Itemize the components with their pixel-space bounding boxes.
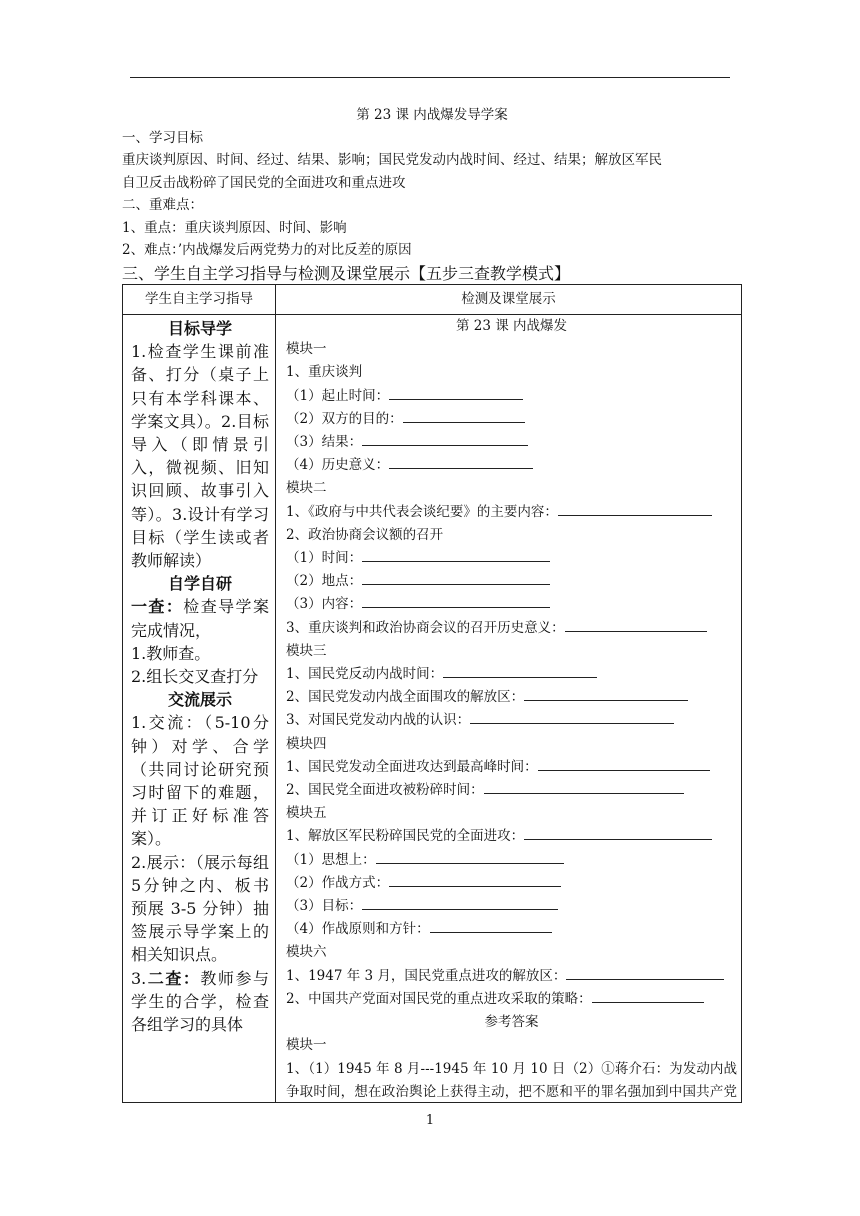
- question-text: （2）地点：: [286, 573, 363, 590]
- lesson-subtitle: 第 23 课 内战爆发: [455, 318, 568, 334]
- answer-blank[interactable]: [566, 965, 724, 980]
- lesson-table: [122, 284, 742, 1103]
- question-line: [286, 431, 737, 454]
- question-text: （4）历史意义：: [286, 457, 390, 474]
- question-line: [286, 965, 737, 988]
- guide-paragraph: 1.交流：（5-10分钟）对学、合学（共同讨论研究预习时留下的难题，并订正好标准答案）。: [131, 713, 269, 849]
- answer-blank[interactable]: [389, 385, 523, 400]
- question-text: （3）结果：: [286, 434, 363, 451]
- section-1-line: 自卫反击战粉碎了国民党的全面进攻和重点进攻: [122, 174, 406, 191]
- answer-blank[interactable]: [430, 918, 552, 933]
- question-text: 1、国民党发动全面进攻达到最高峰时间：: [286, 758, 538, 775]
- guide-num: 3.: [131, 968, 147, 988]
- answer-blank[interactable]: [362, 593, 550, 608]
- question-text: （4）作战原则和方针：: [286, 921, 430, 938]
- question-text: 3、重庆谈判和政治协商会议的召开历史意义：: [286, 619, 565, 636]
- question-text: （2）作战方式：: [286, 874, 390, 891]
- table-body-row: [123, 315, 742, 1103]
- guide-check-label: 二查：: [146, 968, 201, 988]
- question-text: 2、国民党全面进攻被粉碎时间：: [286, 782, 484, 799]
- question-line: 2、政治协商会议额的召开: [286, 526, 444, 543]
- guide-check-text: 教师参与学生的合学，检查各组学习的具体: [131, 968, 269, 1035]
- answer-blank[interactable]: [484, 779, 684, 794]
- page-title: 第 23 课 内战爆发导学案: [356, 107, 508, 123]
- guide-heading: 交流展示: [167, 690, 232, 710]
- answer-blank[interactable]: [376, 849, 564, 864]
- question-text: 1、解放区军民粉碎国民党的全面进攻：: [286, 828, 525, 845]
- answer-blank[interactable]: [389, 454, 533, 469]
- question-line: 1、重庆谈判: [286, 364, 363, 381]
- question-text: 1、《政府与中共代表会谈纪要》的主要内容：: [286, 503, 558, 520]
- guide-paragraph: 1.教师查。: [131, 643, 211, 663]
- question-line: [286, 918, 737, 941]
- question-line: [286, 454, 737, 477]
- guide-paragraph: 2.组长交叉查打分: [131, 667, 259, 687]
- module-heading: 模块一: [286, 341, 327, 358]
- answer-blank[interactable]: [524, 686, 688, 701]
- question-line: [286, 385, 737, 408]
- answer-blank[interactable]: [362, 570, 550, 585]
- guide-heading: 自学自研: [167, 574, 232, 594]
- answer-blank[interactable]: [362, 895, 558, 910]
- guide-heading: 目标导学: [167, 319, 232, 338]
- document-body: [122, 104, 742, 286]
- question-text: （3）目标：: [286, 898, 363, 915]
- answer-blank[interactable]: [558, 501, 712, 516]
- section-3-heading: 三、学生自主学习指导与检测及课堂展示【五步三查教学模式】: [122, 263, 571, 283]
- guide-paragraph: 2.展示：（展示每组5分钟之内、板书预展 3-5 分钟）抽签展示导学案上的相关知识点。: [131, 852, 269, 965]
- answer-blank[interactable]: [592, 988, 704, 1003]
- module-heading: 模块四: [286, 735, 327, 752]
- module-heading: 模块五: [286, 805, 327, 822]
- question-line: [286, 663, 737, 686]
- right-column-cell: [276, 315, 742, 1103]
- section-2-line: 1、重点：重庆谈判原因、时间、影响: [122, 219, 347, 236]
- question-text: （1）时间：: [286, 550, 363, 567]
- answer-blank[interactable]: [524, 825, 712, 840]
- question-line: [286, 988, 737, 1011]
- question-line: [286, 895, 737, 918]
- question-line: [286, 547, 737, 570]
- guide-paragraph: [131, 595, 269, 641]
- exercise-area: [276, 315, 741, 1102]
- guide-paragraph: [131, 967, 269, 1037]
- section-2-heading: 二、重难点：: [122, 197, 203, 213]
- question-line: [286, 872, 737, 895]
- guide-check-label: 一查：: [131, 597, 184, 617]
- table-header-row: [123, 285, 742, 315]
- answer-blank[interactable]: [389, 872, 561, 887]
- question-text: 2、国民党发动内战全面围攻的解放区：: [286, 689, 525, 706]
- section-1-heading: 一、学习目标: [122, 129, 203, 146]
- question-text: （1）起止时间：: [286, 387, 390, 404]
- module-heading: 模块一: [286, 1037, 327, 1054]
- header-rule: [130, 77, 730, 78]
- question-line: [286, 709, 737, 732]
- question-text: 2、中国共产党面对国民党的重点进攻采取的策略：: [286, 990, 592, 1007]
- module-heading: 模块六: [286, 944, 327, 961]
- question-line: [286, 849, 737, 872]
- question-text: 3、对国民党发动内战的认识：: [286, 712, 471, 729]
- question-line: [286, 408, 737, 431]
- question-line: [286, 501, 737, 524]
- question-line: [286, 756, 737, 779]
- question-text: （3）内容：: [286, 596, 363, 613]
- section-1-line: 重庆谈判原因、时间、经过、结果、影响；国民党发动内战时间、经过、结果；解放区军民: [122, 152, 662, 168]
- question-line: [286, 825, 737, 848]
- question-text: 1、1947 年 3 月，国民党重点进攻的解放区：: [286, 967, 567, 984]
- answers-heading: 参考答案: [484, 1014, 539, 1031]
- answer-blank[interactable]: [362, 431, 528, 446]
- answer-blank[interactable]: [538, 756, 710, 771]
- question-line: [286, 570, 737, 593]
- answer-blank[interactable]: [362, 547, 550, 562]
- answer-blank[interactable]: [403, 408, 525, 423]
- question-line: [286, 779, 737, 802]
- left-column-cell: [123, 315, 276, 1103]
- question-text: 1、国民党反动内战时间：: [286, 666, 444, 683]
- module-heading: 模块三: [286, 642, 327, 659]
- question-line: [286, 593, 737, 616]
- left-column-header: 学生自主学习指导: [123, 285, 276, 315]
- answer-text: 1、（1）1945 年 8 月---1945 年 10 月 10 日（2）①蒋介石：为发动内战争取时间，想在政治舆论上获得主动，把不愿和平的罪名强加到中国共产党: [286, 1060, 737, 1100]
- page-number: 1: [425, 1113, 435, 1128]
- question-text: （1）思想上：: [286, 851, 376, 868]
- answer-blank[interactable]: [565, 617, 707, 632]
- question-text: （2）双方的目的：: [286, 410, 403, 427]
- answer-blank[interactable]: [443, 663, 597, 678]
- question-line: [286, 617, 737, 640]
- right-column-header: 检测及课堂展示: [276, 285, 742, 315]
- section-2-line: 2、难点：’内战爆发后两党势力的对比反差的原因: [122, 242, 412, 258]
- guide-paragraph: 1.检查学生课前准备、打分（桌子上只有本学科课本、学案文具）。2.目标导入（即情景引入，微视频、旧知识回顾、故事引入等）。3.设计有学习目标（学生读或者教师解读）: [131, 342, 269, 571]
- module-heading: 模块二: [286, 480, 327, 497]
- question-line: [286, 686, 737, 709]
- guide-check-text: 检查导学案完成情况，: [131, 597, 269, 640]
- self-study-guide: [123, 315, 275, 1102]
- answer-blank[interactable]: [470, 709, 674, 724]
